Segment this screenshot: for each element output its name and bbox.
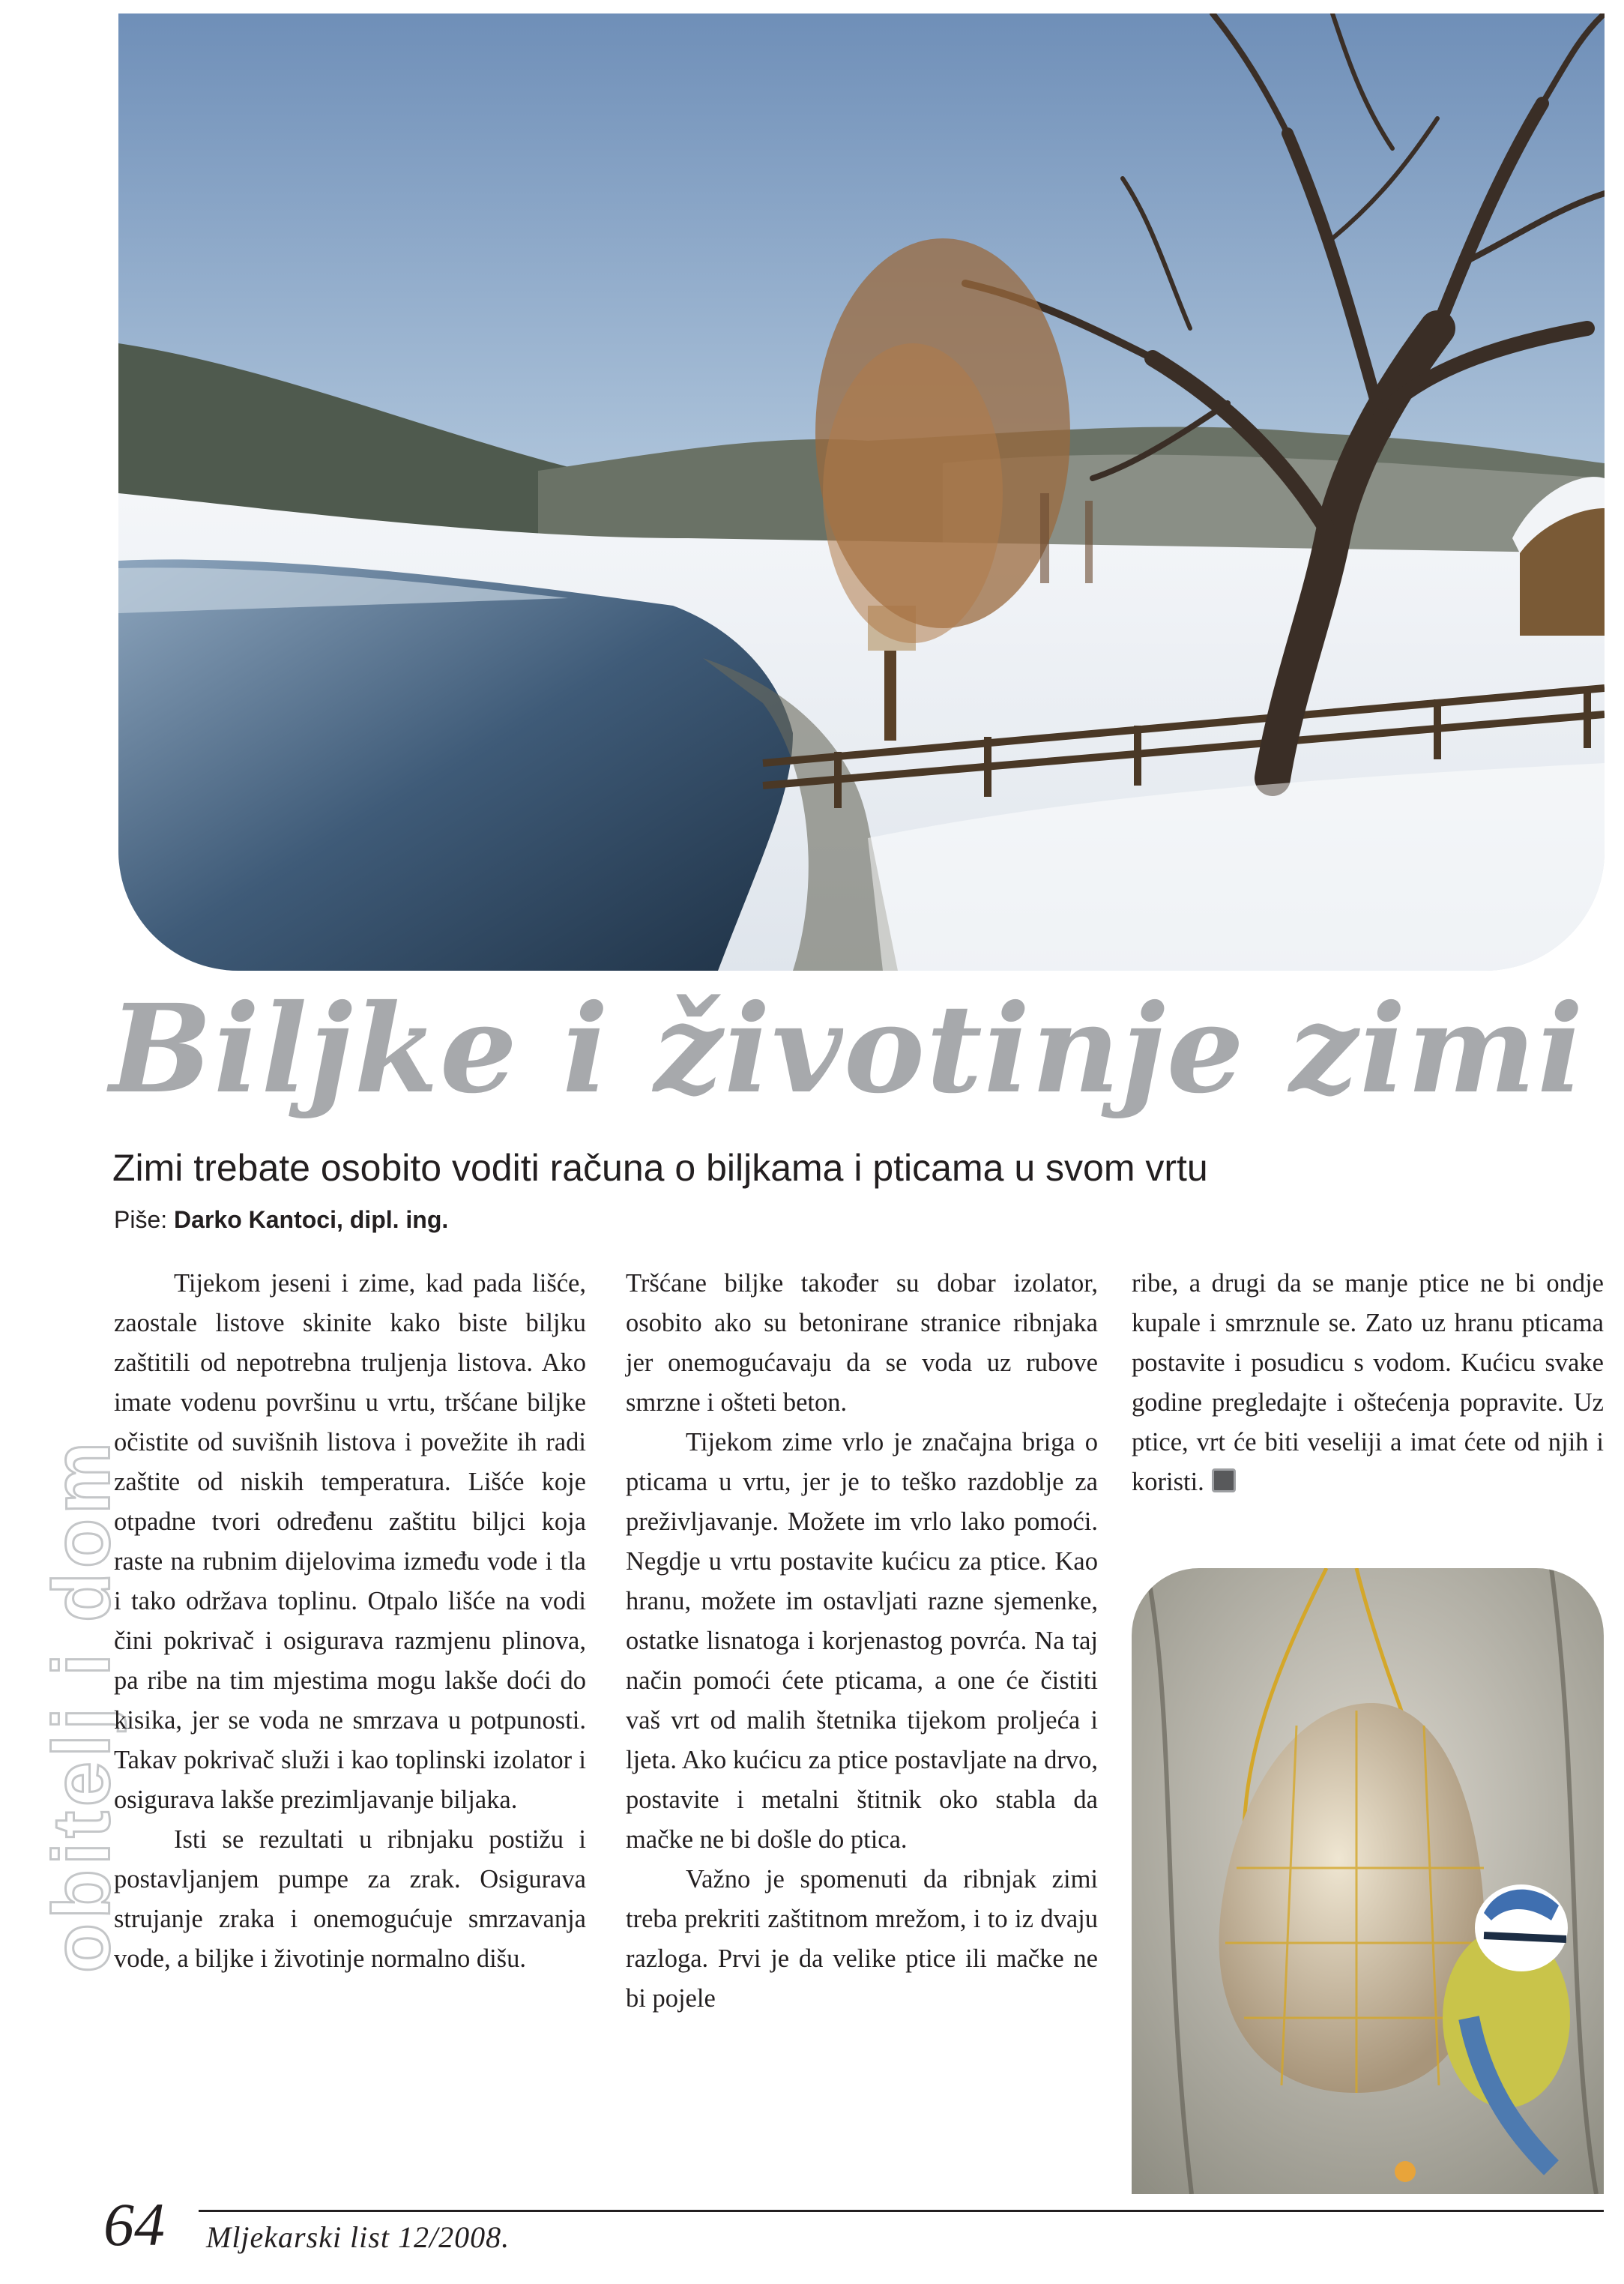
journal-name: Mljekarski list 12/2008. [206, 2220, 510, 2254]
paragraph: Tijekom jeseni i zime, kad pada lišće, zaostale listove skinite kako biste biljku zaštitili od nepotrebna truljenja listova. Ako imate vodenu površinu u vrtu, tršćane biljke očistite od suvišnih listova i povežite ih radi zaštite od niskih temperatura. Lišće koje otpadne tvori određenu zaštitu biljci koja raste na rubnim dijelovima između vode i tla i tako održava toplinu. Otpalo lišće na vodi čini pokrivač i osigurava razmjenu plinova, pa ribe na tim mjestima mogu lakše doći do kisika, jer se voda ne smrzava u potpunosti. Takav pokrivač služi i kao toplinski izolator i osigurava lakše prezimljavanje biljaka. [114, 1269, 586, 1814]
section-label [35, 1214, 127, 2196]
paragraph [1132, 1264, 1604, 1502]
text-column-2 [626, 1264, 1098, 2019]
author-name: Darko Kantoci, dipl. ing. [174, 1206, 449, 1233]
text-column-1 [114, 1264, 586, 1979]
byline-prefix: Piše: [114, 1206, 175, 1233]
end-of-article-square-icon [1212, 1468, 1236, 1492]
footer-rule [199, 2210, 1604, 2212]
winter-landscape-photo [118, 13, 1605, 971]
article-title: Biljke i životinje zimi [109, 978, 1585, 1121]
article-subtitle: Zimi trebate osobito voditi računa o biljkama i pticama u svom vrtu [112, 1147, 1208, 1189]
bird-feeder-photo [1132, 1568, 1604, 2194]
text-column-3 [1132, 1264, 1604, 1502]
paragraph: Važno je spomenuti da ribnjak zimi treba prekriti zaštitnom mrežom, i to iz dvaju razloga. Prvi je da velike ptice ili mačke ne bi pojele [626, 1865, 1098, 2013]
page-number: 64 [103, 2190, 165, 2259]
paragraph-text: ribe, a drugi da se manje ptice ne bi ondje kupale i smrznule se. Zato uz hranu pticama postavite i posudicu s vodom. Kućicu svake godine pregledajte i oštećenja popravite. Uz ptice, vrt će biti veseliji a imat ćete od njih i koristi. [1132, 1269, 1604, 1496]
section-label-text: obitelj i dom [35, 1438, 127, 1973]
byline [114, 1203, 1013, 1236]
paragraph: Tršćane biljke također su dobar izolator, osobito ako su betonirane stranice ribnjaka jer onemogućavaju da se voda uz rubove smrzne i ošteti beton. [626, 1269, 1098, 1417]
paragraph: Isti se rezultati u ribnjaku postižu i postavljanjem pumpe za zrak. Osigurava strujanje zraka i onemogućuje smrzavanja vode, a biljke i životinje normalno dišu. [114, 1825, 586, 1973]
paragraph: Tijekom zime vrlo je značajna briga o pticama u vrtu, jer je to teško razdoblje za preživljavanje. Možete im vrlo lako pomoći. Negdje u vrtu postavite kućicu za ptice. Kao hranu, možete im ostavljati razne sjemenke, ostatke lisnatoga i korjenastog povrća. Na taj način pomoći ćete pticama, a one će čistiti vaš vrt od malih štetnika tijekom proljeća i ljeta. Ako kućicu za ptice postavljate na drvo, postavite i metalni štitnik oko stabla da mačke ne bi došle do ptica. [626, 1428, 1098, 1854]
